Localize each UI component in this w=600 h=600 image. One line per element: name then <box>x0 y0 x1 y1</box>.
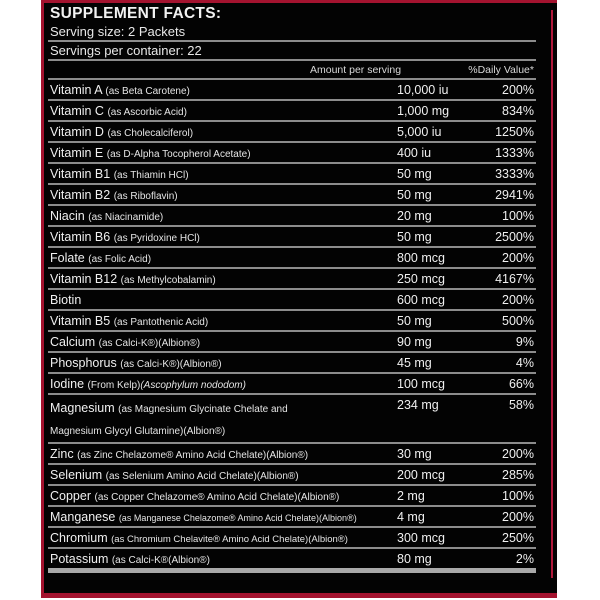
nutrient-amount: 300 mcg <box>397 530 445 545</box>
nutrient-name: Vitamin D (as Cholecalciferol) <box>50 124 194 139</box>
nutrient-daily-value: 100% <box>502 488 534 503</box>
nutrient-row-phosphorus <box>48 353 536 374</box>
nutrient-amount: 4 mg <box>397 509 425 524</box>
nutrient-daily-value: 2% <box>515 551 534 566</box>
nutrient-name: Zinc (as Zinc Chelazome® Amino Acid Chelate)(Albion®) <box>50 446 309 461</box>
nutrient-amount: 50 mg <box>397 313 432 328</box>
nutrient-row-vitamin-b12 <box>48 269 536 290</box>
nutrient-name: Vitamin C (as Ascorbic Acid) <box>50 103 187 118</box>
nutrient-amount: 20 mg <box>397 208 432 223</box>
nutrient-amount: 250 mcg <box>397 271 445 286</box>
nutrient-row-biotin <box>48 290 536 311</box>
nutrient-amount: 50 mg <box>397 229 432 244</box>
nutrient-name: Vitamin B6 (as Pyridoxine HCl) <box>50 229 200 244</box>
nutrient-amount: 10,000 iu <box>397 82 449 97</box>
nutrient-amount: 50 mg <box>397 187 432 202</box>
serving-size: Serving size: 2 Packets <box>48 23 536 42</box>
nutrient-daily-value: 200% <box>502 292 534 307</box>
nutrient-row-niacin <box>48 206 536 227</box>
nutrient-name: Iodine (From Kelp)(Ascophylum nododom) <box>50 376 246 391</box>
nutrient-amount: 5,000 iu <box>397 124 442 139</box>
nutrient-row-zinc <box>48 444 536 465</box>
nutrient-name: Selenium (as Selenium Amino Acid Chelate)(Albion®) <box>50 467 299 482</box>
nutrient-name: Magnesium (as Magnesium Glycinate Chelate and Magnesium Glycyl Glutamine)(Albion®) <box>50 401 288 437</box>
nutrient-daily-value: 2500% <box>495 229 534 244</box>
nutrient-name: Niacin (as Niacinamide) <box>50 208 164 223</box>
nutrient-name: Vitamin B12 (as Methylcobalamin) <box>50 271 216 286</box>
nutrient-row-vitamin-e <box>48 143 536 164</box>
nutrient-name: Phosphorus (as Calci-K®)(Albion®) <box>50 355 222 370</box>
nutrient-daily-value: 200% <box>502 82 534 97</box>
nutrient-daily-value: 250% <box>502 530 534 545</box>
nutrient-daily-value: 3333% <box>495 166 534 181</box>
nutrient-amount: 100 mcg <box>397 376 445 391</box>
nutrient-amount: 90 mg <box>397 334 432 349</box>
nutrient-row-vitamin-a <box>48 80 536 101</box>
nutrient-row-vitamin-b2 <box>48 185 536 206</box>
nutrient-amount: 400 iu <box>397 145 432 160</box>
nutrient-daily-value: 834% <box>502 103 534 118</box>
nutrient-row-chromium <box>48 528 536 549</box>
servings-per-container: Servings per container: 22 <box>48 42 536 61</box>
nutrient-daily-value: 500% <box>502 313 534 328</box>
nutrient-name: Manganese (as Manganese Chelazome® Amino Acid Chelate)(Albion®) <box>50 509 357 524</box>
nutrient-row-vitamin-b5 <box>48 311 536 332</box>
nutrient-daily-value: 66% <box>508 376 534 391</box>
nutrient-daily-value: 200% <box>502 509 534 524</box>
nutrient-amount: 2 mg <box>397 488 425 503</box>
nutrient-amount: 50 mg <box>397 166 432 181</box>
nutrient-daily-value: 200% <box>502 250 534 265</box>
nutrient-name: Chromium (as Chromium Chelavite® Amino Acid Chelate)(Albion®) <box>50 530 348 545</box>
nutrient-name: Vitamin E (as D-Alpha Tocopherol Acetate) <box>50 145 251 160</box>
supplement-facts-content <box>48 4 536 573</box>
nutrient-daily-value: 4% <box>515 355 534 370</box>
nutrient-row-potassium <box>48 549 536 573</box>
nutrient-daily-value: 2941% <box>495 187 534 202</box>
column-amount-per-serving: Amount per serving <box>310 64 402 76</box>
nutrient-name: Biotin <box>50 292 82 307</box>
nutrient-amount: 80 mg <box>397 551 432 566</box>
nutrient-amount: 30 mg <box>397 446 432 461</box>
nutrient-row-calcium <box>48 332 536 353</box>
nutrient-name: Copper (as Copper Chelazome® Amino Acid Chelate)(Albion®) <box>50 488 340 503</box>
nutrient-amount: 800 mcg <box>397 250 445 265</box>
nutrient-name: Vitamin A (as Beta Carotene) <box>50 82 190 97</box>
nutrient-row-vitamin-c <box>48 101 536 122</box>
nutrient-daily-value: 4167% <box>495 271 534 286</box>
right-border-rule <box>551 10 553 578</box>
nutrient-name: Calcium (as Calci-K®)(Albion®) <box>50 334 201 349</box>
column-header <box>48 61 536 80</box>
nutrient-name: Folate (as Folic Acid) <box>50 250 152 265</box>
nutrient-row-iodine <box>48 374 536 395</box>
nutrient-row-copper <box>48 486 536 507</box>
nutrient-row-vitamin-b6 <box>48 227 536 248</box>
nutrient-daily-value: 100% <box>502 208 534 223</box>
nutrient-daily-value: 200% <box>502 446 534 461</box>
nutrient-daily-value: 285% <box>502 467 534 482</box>
column-daily-value: %Daily Value* <box>468 64 534 76</box>
nutrient-daily-value: 1333% <box>495 145 534 160</box>
nutrient-row-manganese <box>48 507 536 528</box>
nutrient-row-selenium <box>48 465 536 486</box>
nutrient-row-folate <box>48 248 536 269</box>
nutrient-amount: 1,000 mg <box>397 103 450 118</box>
nutrient-row-vitamin-d <box>48 122 536 143</box>
nutrient-name: Vitamin B1 (as Thiamin HCl) <box>50 166 189 181</box>
nutrient-row-vitamin-b1 <box>48 164 536 185</box>
nutrient-daily-value: 1250% <box>495 124 534 139</box>
nutrient-amount: 45 mg <box>397 355 432 370</box>
nutrient-name: Potassium (as Calci-K®(Albion®) <box>50 551 210 566</box>
nutrient-daily-value: 9% <box>515 334 534 349</box>
nutrient-amount: 200 mcg <box>397 467 445 482</box>
nutrient-name: Vitamin B5 (as Pantothenic Acid) <box>50 313 209 328</box>
label-title: SUPPLEMENT FACTS: <box>50 5 222 22</box>
nutrient-name: Vitamin B2 (as Riboflavin) <box>50 187 178 202</box>
nutrient-amount: 234 mg <box>397 398 439 412</box>
nutrient-amount: 600 mcg <box>397 292 445 307</box>
nutrient-row-magnesium <box>48 395 536 444</box>
nutrient-daily-value: 58% <box>508 398 534 412</box>
